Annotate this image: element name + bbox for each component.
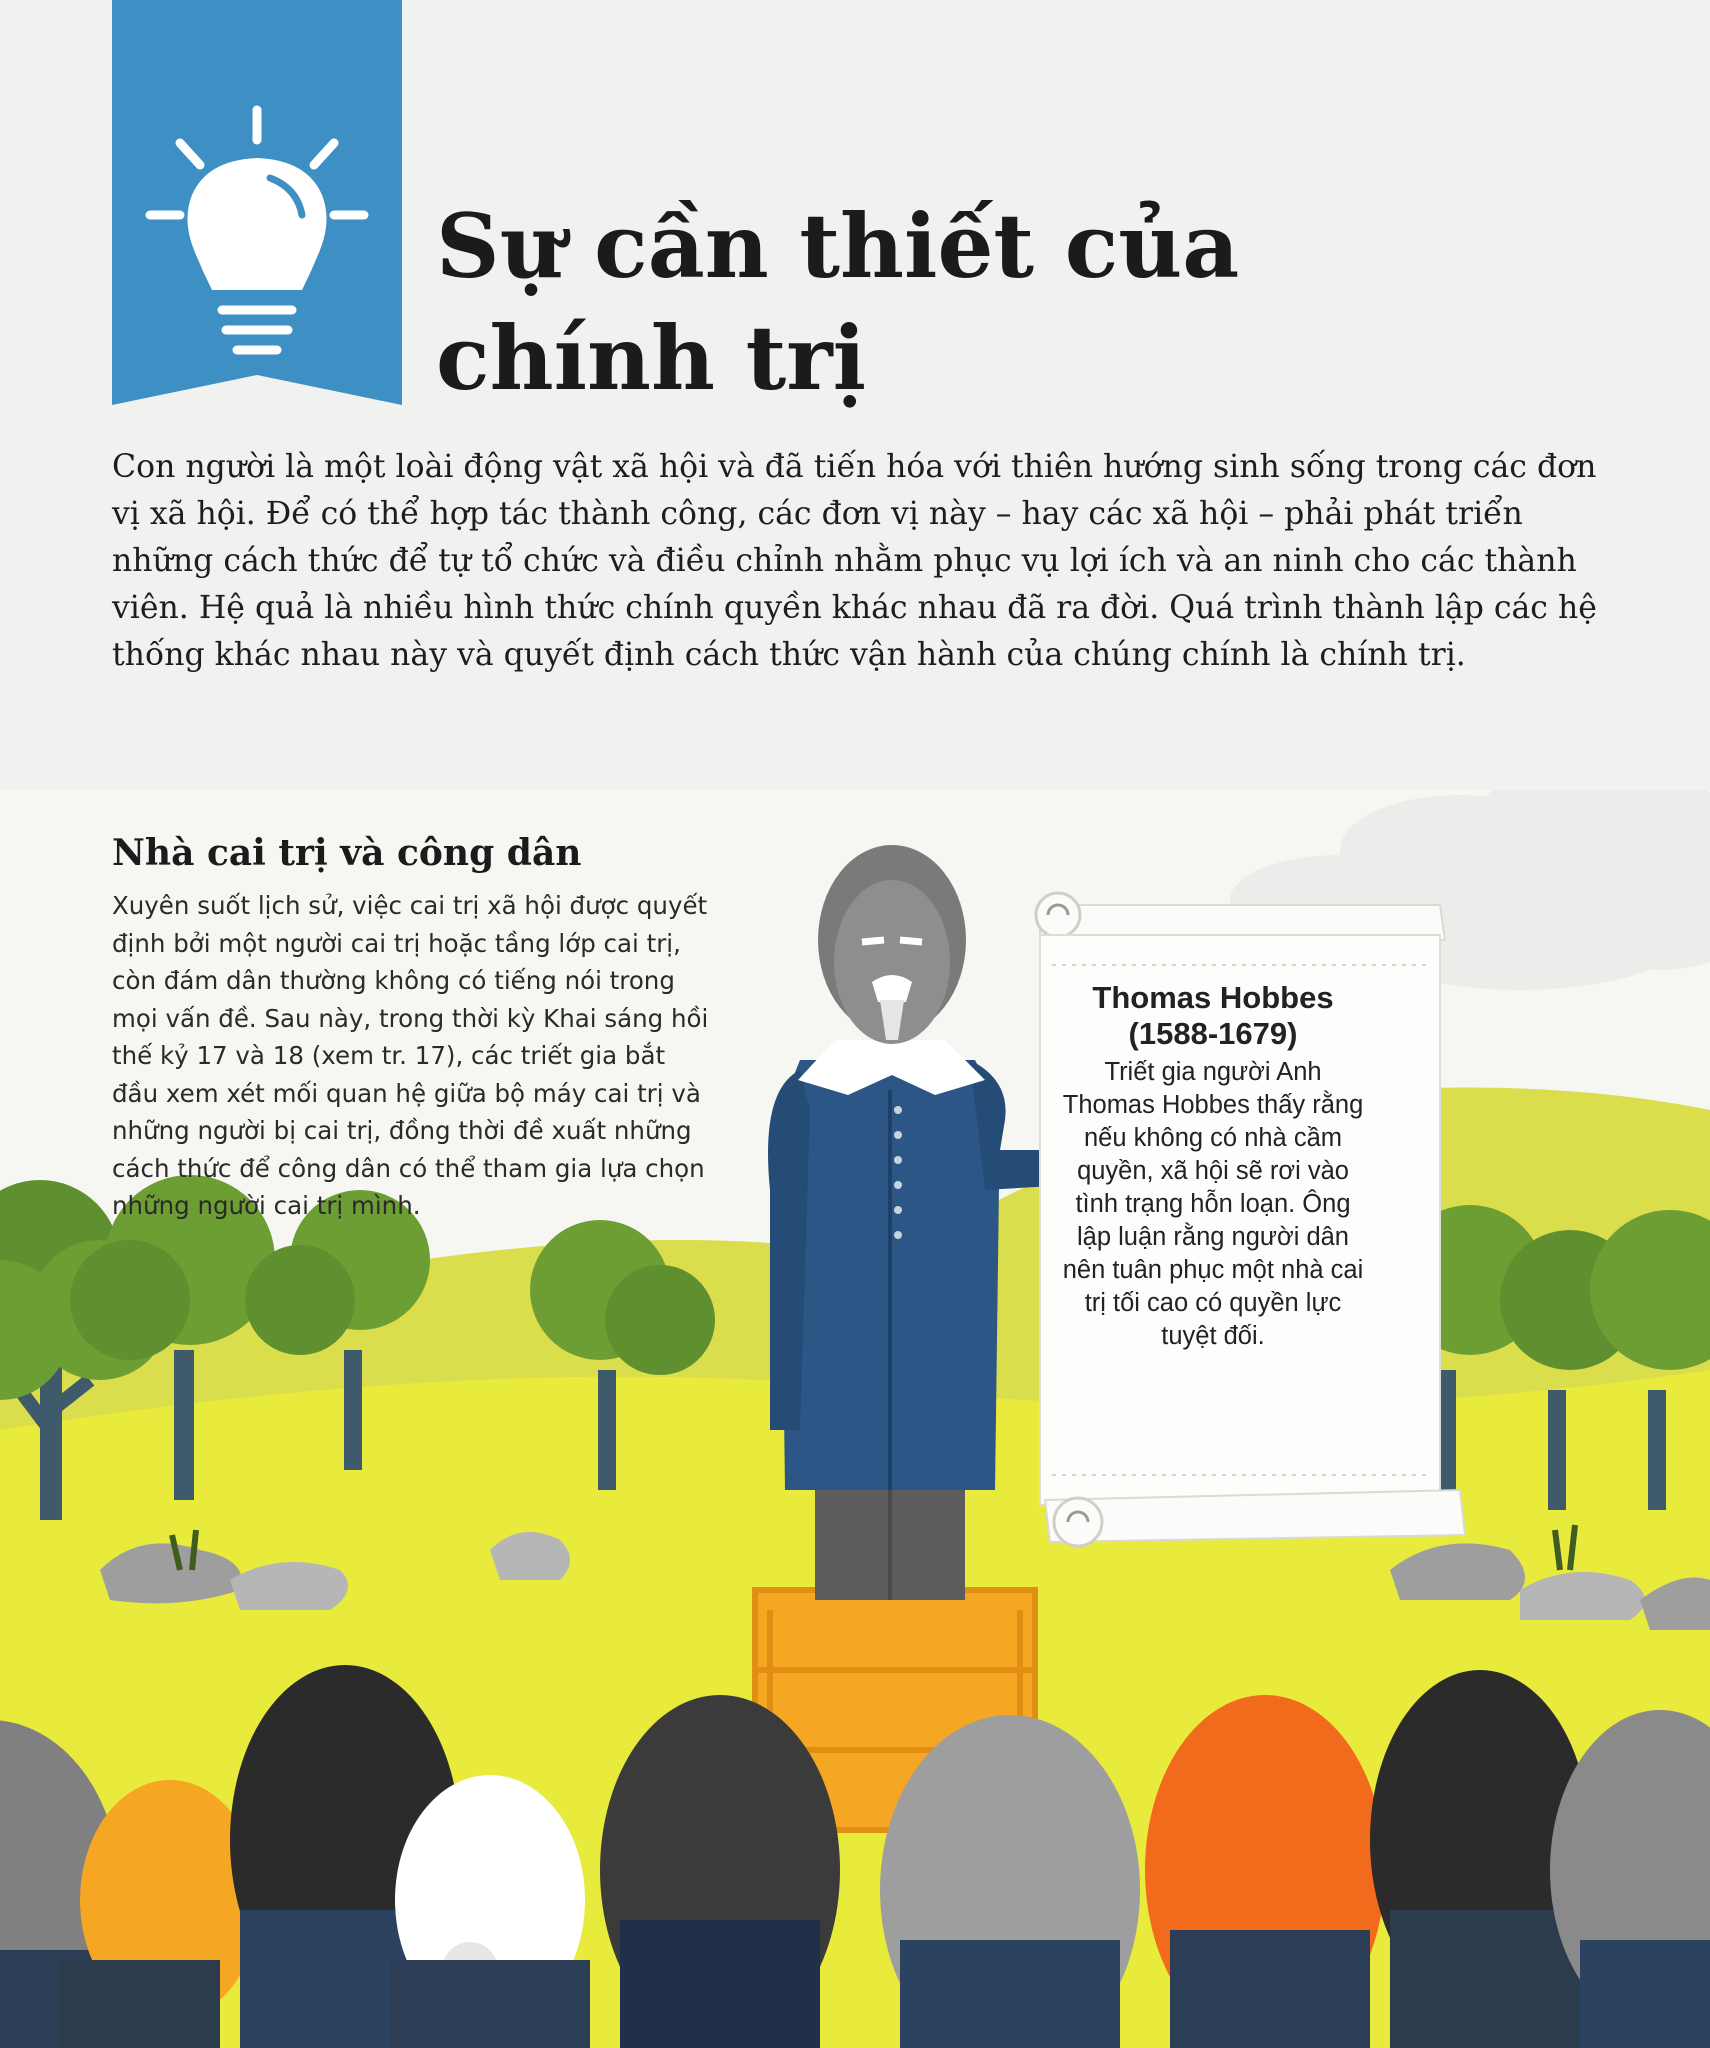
section-heading: Nhà cai trị và công dân [112, 832, 582, 874]
scroll-name: Thomas Hobbes [1092, 980, 1334, 1015]
banner-ribbon [112, 0, 402, 440]
section-body: Xuyên suốt lịch sử, việc cai trị xã hội được quyết định bởi một người cai trị hoặc tầng lớp cai trị, còn đám dân thường không có tiếng nói trong mọi vấn đề. Sau này, trong thời kỳ Khai sáng hồi thế kỷ 17 và 18 (xem tr. 17), các triết gia bắt đầu xem xét mối quan hệ giữa bộ máy cai trị và những người bị cai trị, đồng thời đề xuất những cách thức để công dân có thể tham gia lựa chọn những người cai trị mình. [112, 891, 709, 1220]
title-line-1: Sự cần thiết của [436, 194, 1240, 298]
scroll-body: Triết gia người Anh Thomas Hobbes thấy rằng nếu không có nhà cầm quyền, xã hội sẽ rơi vào tình trạng hỗn loạn. Ông lập luận rằng người dân nên tuân phục một nhà cai trị tối cao có quyền lực tuyệt đối. [1062, 1058, 1364, 1350]
scroll-text [1058, 980, 1368, 1353]
scroll-dates: (1588-1679) [1128, 1016, 1298, 1051]
page-title [436, 190, 1636, 414]
title-line-2: chính trị [436, 306, 867, 410]
intro-paragraph: Con người là một loài động vật xã hội và đã tiến hóa với thiên hướng sinh sống trong các đơn vị xã hội. Để có thể hợp tác thành công, các đơn vị này – hay các xã hội – phải phát triển những cách thức để tự tổ chức và điều chỉnh nhằm phục vụ lợi ích và an ninh cho các thành viên. Hệ quả là nhiều hình thức chính quyền khác nhau đã ra đời. Quá trình thành lập các hệ thống khác nhau này và quyết định cách thức vận hành của chúng chính là chính trị. [112, 449, 1597, 673]
